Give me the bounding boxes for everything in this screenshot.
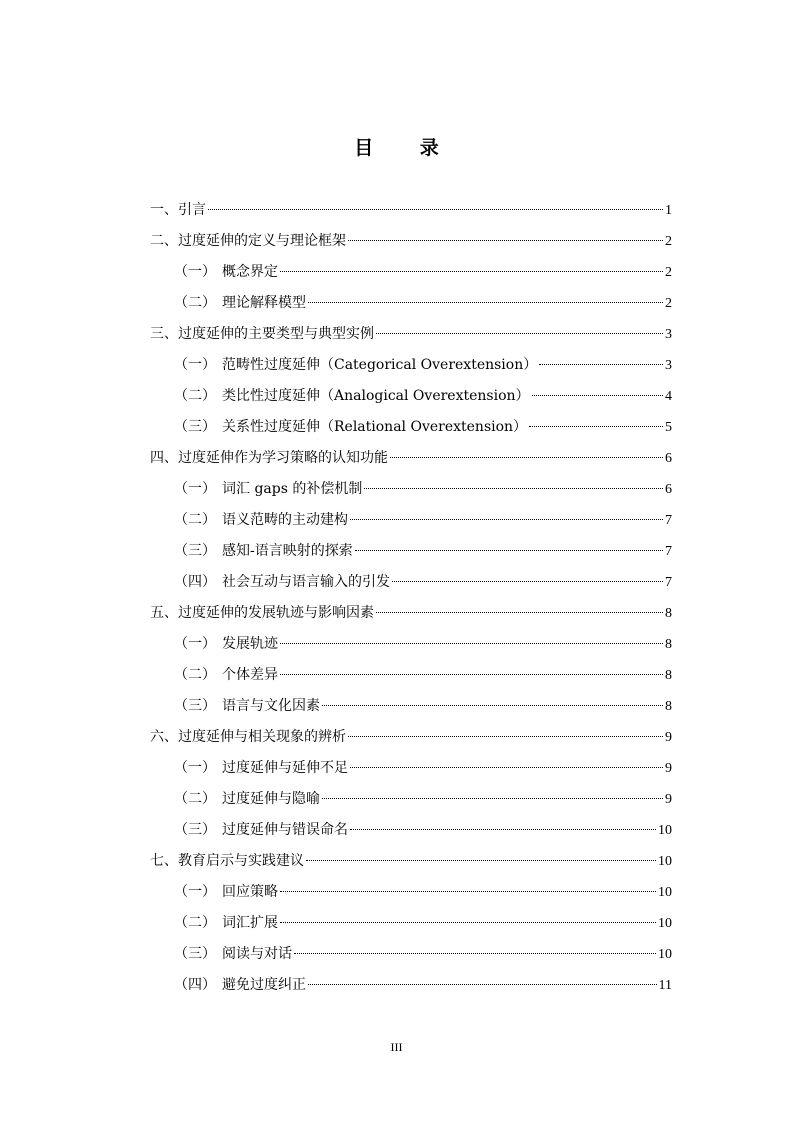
toc-entry-number: 二、 [150,233,178,249]
toc-leader-dots [529,426,663,427]
toc-leader-dots [308,302,663,303]
toc-entry-page-number: 8 [665,668,672,683]
toc-entry-label: 社会互动与语言输入的引发 [222,574,390,590]
toc-entry-label: 词汇扩展 [222,915,278,931]
toc-entry-number: （一） [174,481,216,497]
toc-entry-heading [174,351,537,379]
toc-entry-number: （四） [174,574,216,590]
toc-entry-number: 六、 [150,729,178,745]
toc-entry-number: （二） [174,915,216,931]
toc-entry-heading [174,568,390,596]
toc-entry-label: 教育启示与实践建议 [178,853,304,869]
toc-leader-dots [348,736,663,737]
toc-subentry[interactable] [150,785,672,816]
toc-leader-dots [322,705,663,706]
toc-entry-number: （二） [174,667,216,683]
toc-leader-dots [308,984,657,985]
footer-page-number: III [390,1040,403,1054]
toc-entry-heading [174,289,306,317]
toc-entry-heading [150,599,374,627]
toc-leader-dots [350,829,656,830]
toc-entry[interactable] [150,320,672,351]
toc-entry-page-number: 10 [658,823,672,838]
toc-entry-heading [150,723,346,751]
toc-entry-label: 理论解释模型 [222,295,306,311]
toc-entry-label: 过度延伸与相关现象的辨析 [178,729,346,745]
toc-entry-label: 过度延伸的主要类型与典型实例 [178,326,374,342]
toc-leader-dots [392,581,663,582]
toc-entry-heading [174,878,278,906]
toc-entry-number: 三、 [150,326,178,342]
toc-entry-page-number: 3 [665,327,672,342]
toc-entry-number: 一、 [150,202,178,218]
toc-entry[interactable] [150,847,672,878]
toc-subentry[interactable] [150,568,672,599]
toc-subentry[interactable] [150,754,672,785]
toc-entry-number: （一） [174,264,216,280]
toc-leader-dots [280,674,663,675]
toc-entry-label: 阅读与对话 [222,946,292,962]
toc-leader-dots [350,519,663,520]
page-title: 目 录 [354,137,459,159]
toc-subentry[interactable] [150,475,672,506]
toc-entry-label: 语义范畴的主动建构 [222,512,348,528]
toc-entry-number: 七、 [150,853,178,869]
toc-entry-label: 感知-语言映射的探索 [222,543,353,559]
toc-entry-label: 类比性过度延伸（Analogical Overextension） [222,388,530,404]
toc-entry-heading [174,754,348,782]
toc-leader-dots [376,612,663,613]
toc-subentry[interactable] [150,382,672,413]
toc-entry-heading [150,847,304,875]
toc-entry-heading [174,258,278,286]
toc-subentry[interactable] [150,692,672,723]
toc-subentry[interactable] [150,537,672,568]
toc-entry-label: 概念界定 [222,264,278,280]
toc-entry-page-number: 7 [665,575,672,590]
toc-entry-heading [174,382,530,410]
toc-entry-page-number: 10 [658,885,672,900]
toc-subentry[interactable] [150,506,672,537]
toc-leader-dots [294,953,656,954]
toc-entry[interactable] [150,599,672,630]
toc-entry-heading [174,816,348,844]
toc-leader-dots [208,209,663,210]
toc-entry-label: 发展轨迹 [222,636,278,652]
toc-leader-dots [390,457,663,458]
toc-entry-heading [174,475,362,503]
toc-entry-label: 避免过度纠正 [222,977,306,993]
toc-entry-number: （二） [174,388,216,404]
toc-entry-number: （四） [174,977,216,993]
toc-entry-number: 五、 [150,605,178,621]
toc-subentry[interactable] [150,816,672,847]
toc-entry[interactable] [150,227,672,258]
toc-entry-heading [174,909,278,937]
toc-subentry[interactable] [150,413,672,444]
toc-subentry[interactable] [150,258,672,289]
toc-subentry[interactable] [150,661,672,692]
toc-entry-number: （三） [174,946,216,962]
toc-entry-heading [174,940,292,968]
toc-leader-dots [306,860,656,861]
toc-entry-heading [174,692,320,720]
toc-entry-page-number: 2 [665,265,672,280]
toc-leader-dots [348,240,663,241]
toc-entry-heading [150,320,374,348]
toc-entry-number: 四、 [150,450,178,466]
toc-entry-page-number: 10 [658,854,672,869]
toc-entry-number: （二） [174,512,216,528]
toc-entry-page-number: 8 [665,606,672,621]
toc-entry-page-number: 10 [658,916,672,931]
toc-entry-page-number: 9 [665,792,672,807]
toc-leader-dots [376,333,663,334]
toc-entry-number: （一） [174,884,216,900]
toc-entry-page-number: 5 [665,420,672,435]
toc-entry-page-number: 9 [665,730,672,745]
toc-entry[interactable] [150,196,672,227]
toc-entry-label: 过度延伸与隐喻 [222,791,320,807]
toc-entry-heading [174,413,527,441]
toc-subentry[interactable] [150,971,672,1002]
toc-entry-heading [150,444,388,472]
toc-entry-label: 个体差异 [222,667,278,683]
toc-subentry[interactable] [150,351,672,382]
toc-leader-dots [280,271,663,272]
toc-entry-number: （一） [174,357,216,373]
toc-entry-page-number: 10 [658,947,672,962]
toc-entry-number: （一） [174,760,216,776]
toc-entry-page-number: 1 [665,203,672,218]
toc-entry[interactable] [150,723,672,754]
toc-entry-heading [174,506,348,534]
toc-entry-label: 词汇 gaps 的补偿机制 [222,481,363,497]
toc-entry-label: 语言与文化因素 [222,698,320,714]
toc-entry-page-number: 2 [665,234,672,249]
toc-entry-page-number: 6 [665,482,672,497]
toc-entry-label: 过度延伸的定义与理论框架 [178,233,346,249]
toc-entry-label: 范畴性过度延伸（Categorical Overextension） [222,357,538,373]
toc-entry-label: 引言 [178,202,206,218]
toc-entry-number: （三） [174,698,216,714]
toc-entry-page-number: 7 [665,544,672,559]
toc-entry-label: 过度延伸作为学习策略的认知功能 [178,450,388,466]
toc-leader-dots [350,767,663,768]
toc-leader-dots [539,364,663,365]
toc-entry-number: （三） [174,543,216,559]
toc-entry-page-number: 6 [665,451,672,466]
toc-entry-heading [174,785,320,813]
toc-entry-label: 回应策略 [222,884,278,900]
toc-entry-heading [174,537,353,565]
toc-leader-dots [280,891,656,892]
toc-leader-dots [322,798,663,799]
toc-entry-page-number: 2 [665,296,672,311]
toc-entry-number: （三） [174,419,216,435]
toc-entry-page-number: 4 [665,389,672,404]
toc-leader-dots [280,922,656,923]
toc-entry-number: （二） [174,791,216,807]
toc-leader-dots [280,643,663,644]
toc-entry-page-number: 7 [665,513,672,528]
toc-leader-dots [532,395,663,396]
toc-entry-label: 过度延伸与错误命名 [222,822,348,838]
toc-entry-heading [150,196,206,224]
toc-subentry[interactable] [150,878,672,909]
toc-entry-number: （三） [174,822,216,838]
toc-leader-dots [364,488,663,489]
toc-entry-page-number: 8 [665,637,672,652]
toc-entry[interactable] [150,444,672,475]
toc-entry-heading [174,661,278,689]
toc-entry-label: 过度延伸的发展轨迹与影响因素 [178,605,374,621]
toc-entry-heading [150,227,346,255]
toc-entry-number: （二） [174,295,216,311]
toc-subentry[interactable] [150,940,672,971]
toc-subentry[interactable] [150,289,672,320]
toc-entry-page-number: 9 [665,761,672,776]
toc-subentry[interactable] [150,909,672,940]
toc-entry-page-number: 11 [658,978,672,993]
toc-entry-label: 过度延伸与延伸不足 [222,760,348,776]
toc-entry-page-number: 8 [665,699,672,714]
toc-subentry[interactable] [150,630,672,661]
table-of-contents [150,196,672,1002]
toc-leader-dots [355,550,663,551]
toc-entry-heading [174,971,306,999]
toc-entry-number: （一） [174,636,216,652]
toc-entry-page-number: 3 [665,358,672,373]
toc-entry-heading [174,630,278,658]
toc-entry-label: 关系性过度延伸（Relational Overextension） [222,419,528,435]
